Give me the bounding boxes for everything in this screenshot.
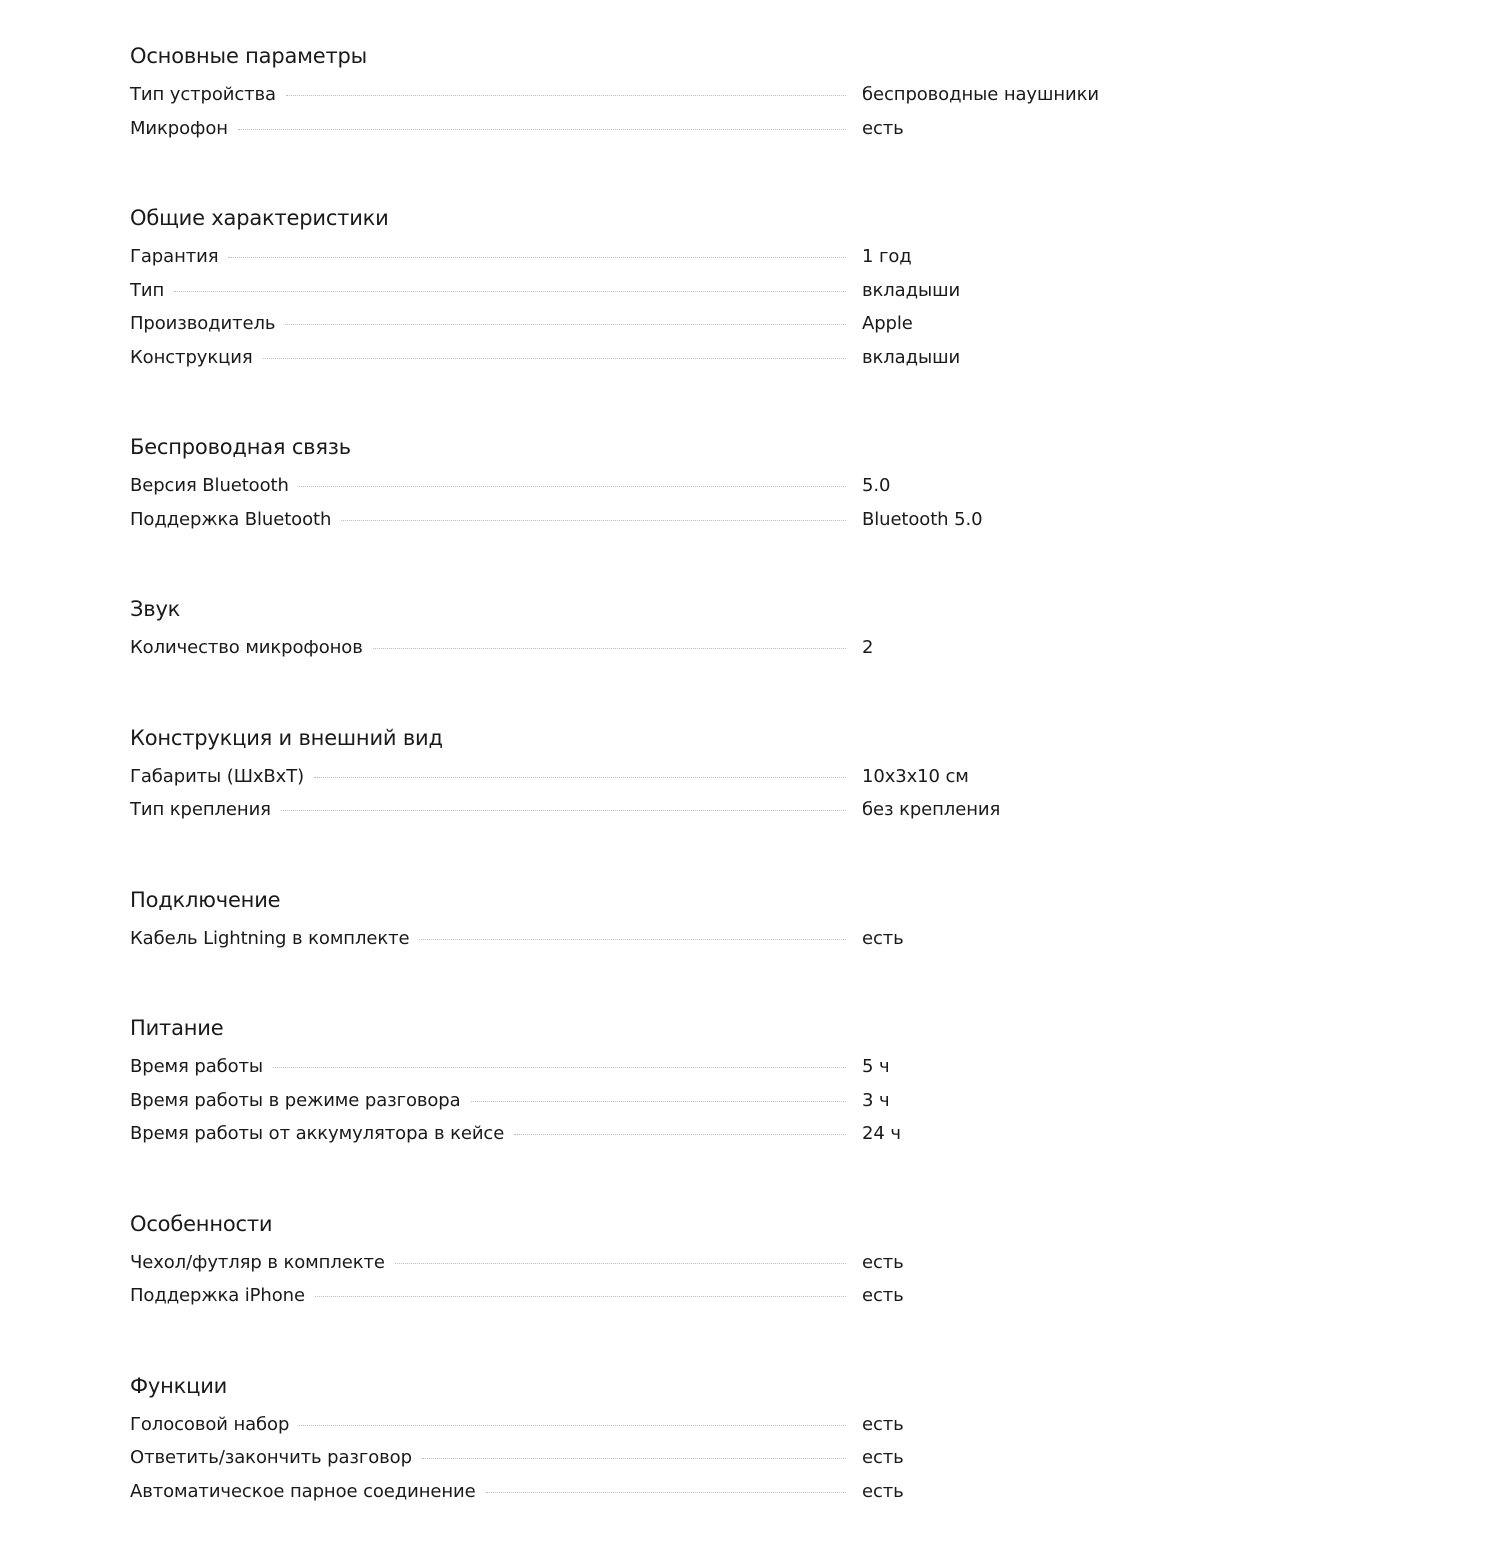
spec-label (130, 344, 846, 372)
group-title: Подключение (130, 887, 281, 912)
spec-value: беспроводные наушники (862, 84, 1099, 105)
spec-group-features (130, 1210, 1130, 1316)
dotted-leader (341, 520, 846, 521)
spec-label-text: Габариты (ШxВxТ) (130, 765, 305, 787)
spec-label (130, 277, 846, 305)
spec-label-text: Поддержка Bluetooth (130, 508, 332, 530)
spec-row (130, 1478, 1130, 1512)
dotted-leader (263, 358, 846, 359)
dotted-leader (273, 1067, 846, 1068)
dotted-leader (285, 324, 846, 325)
spec-group-main-params (130, 42, 1130, 148)
spec-label-text: Тип крепления (130, 799, 271, 820)
spec-value: Bluetooth 5.0 (862, 508, 983, 530)
spec-group-sound (130, 595, 1130, 668)
spec-label (130, 310, 846, 338)
spec-value: Apple (862, 313, 913, 334)
spec-value: 10x3x10 см (862, 765, 969, 787)
dotted-leader (228, 257, 846, 258)
dotted-leader (314, 777, 846, 778)
spec-label-text: Конструкция (130, 346, 253, 368)
group-title: Особенности (130, 1211, 273, 1236)
spec-row (130, 472, 1130, 506)
spec-value: есть (862, 1251, 904, 1273)
spec-group-power (130, 1014, 1130, 1154)
spec-row (130, 1411, 1130, 1445)
spec-label-text: Поддержка iPhone (130, 1285, 305, 1306)
spec-value: 24 ч (862, 1123, 901, 1144)
spec-value: есть (862, 1447, 904, 1468)
group-title: Беспроводная связь (130, 435, 351, 459)
dotted-leader (281, 810, 846, 811)
dotted-leader (422, 1458, 846, 1459)
spec-row (130, 763, 1130, 797)
dotted-leader (471, 1101, 846, 1102)
spec-value: есть (862, 927, 904, 949)
spec-row (130, 1120, 1130, 1154)
group-title: Конструкция и внешний вид (130, 725, 443, 750)
spec-label (130, 1249, 846, 1277)
spec-value: есть (862, 1480, 904, 1502)
spec-value: 3 ч (862, 1089, 890, 1111)
spec-row (130, 1282, 1130, 1316)
spec-label (130, 1087, 846, 1115)
dotted-leader (486, 1492, 846, 1493)
spec-value: 2 (862, 637, 874, 658)
spec-row (130, 115, 1130, 149)
spec-label (130, 472, 846, 500)
spec-row (130, 634, 1130, 668)
group-title: Общие характеристики (130, 206, 389, 230)
spec-row (130, 243, 1130, 277)
spec-label (130, 1478, 846, 1506)
group-title: Питание (130, 1016, 224, 1040)
spec-label-text: Голосовой набор (130, 1413, 290, 1435)
spec-label-text: Тип устройства (130, 84, 276, 105)
spec-row (130, 310, 1130, 344)
spec-label (130, 506, 846, 534)
spec-value: 1 год (862, 246, 912, 267)
dotted-leader (299, 486, 846, 487)
spec-label-text: Чехол/футляр в комплекте (130, 1251, 385, 1273)
spec-label (130, 1120, 846, 1148)
dotted-leader (238, 129, 846, 130)
spec-label (130, 81, 846, 109)
spec-value: 5.0 (862, 475, 891, 496)
spec-label-text: Микрофон (130, 117, 228, 139)
spec-row (130, 1053, 1130, 1087)
spec-value: 5 ч (862, 1056, 890, 1077)
spec-row (130, 506, 1130, 540)
group-title: Основные параметры (130, 44, 368, 68)
dotted-leader (373, 648, 846, 649)
dotted-leader (315, 1296, 846, 1297)
spec-label-text: Тип (130, 279, 165, 301)
spec-label (130, 1053, 846, 1081)
spec-label (130, 925, 846, 953)
spec-row (130, 81, 1130, 115)
spec-group-wireless (130, 433, 1130, 539)
spec-group-general (130, 204, 1130, 377)
dotted-leader (286, 95, 846, 96)
spec-value: есть (862, 1285, 904, 1306)
group-title: Функции (130, 1373, 228, 1398)
spec-row (130, 796, 1130, 830)
spec-label (130, 115, 846, 143)
dotted-leader (395, 1263, 846, 1264)
spec-label-text: Производитель (130, 313, 276, 334)
dotted-leader (174, 291, 846, 292)
spec-label (130, 634, 846, 662)
spec-row (130, 344, 1130, 378)
spec-label-text: Версия Bluetooth (130, 475, 289, 496)
spec-label-text: Ответить/закончить разговор (130, 1447, 412, 1468)
spec-value: есть (862, 117, 904, 139)
spec-label (130, 796, 846, 824)
spec-group-connection (130, 886, 1130, 959)
spec-value: вкладыши (862, 346, 961, 368)
spec-row (130, 1249, 1130, 1283)
spec-group-design (130, 724, 1130, 830)
spec-row (130, 1444, 1130, 1478)
spec-label-text: Кабель Lightning в комплекте (130, 927, 410, 949)
specs-list (130, 42, 1130, 1567)
dotted-leader (514, 1134, 846, 1135)
spec-label (130, 763, 846, 791)
spec-label (130, 1411, 846, 1439)
spec-group-functions (130, 1372, 1130, 1512)
spec-value: вкладыши (862, 279, 961, 301)
spec-label-text: Время работы в режиме разговора (130, 1089, 461, 1111)
spec-label-text: Время работы от аккумулятора в кейсе (130, 1123, 505, 1144)
spec-value: есть (862, 1413, 904, 1435)
dotted-leader (419, 939, 846, 940)
spec-row (130, 1087, 1130, 1121)
spec-label-text: Гарантия (130, 246, 219, 267)
group-title: Звук (130, 597, 181, 621)
spec-label (130, 1444, 846, 1472)
spec-row (130, 925, 1130, 959)
spec-label (130, 243, 846, 271)
spec-label-text: Время работы (130, 1056, 264, 1077)
spec-label-text: Количество микрофонов (130, 637, 363, 658)
spec-label (130, 1282, 846, 1310)
spec-value: без крепления (862, 799, 1001, 820)
spec-row (130, 277, 1130, 311)
dotted-leader (299, 1425, 846, 1426)
spec-label-text: Автоматическое парное соединение (130, 1480, 476, 1502)
